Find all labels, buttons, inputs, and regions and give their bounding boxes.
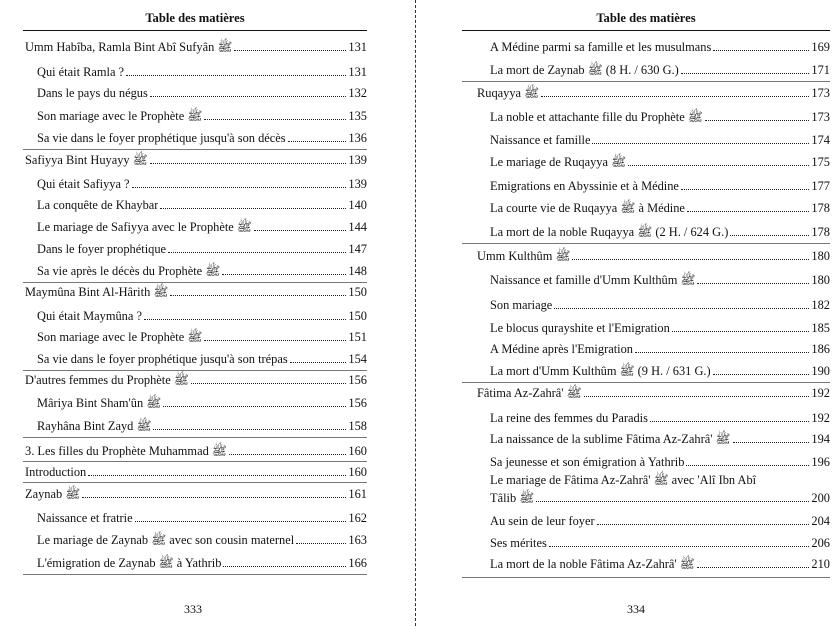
- toc-entry[interactable]: Zaynab ﷺ 161: [25, 487, 367, 501]
- toc-entry[interactable]: Rayhâna Bint Zayd ﷺ 158: [37, 419, 367, 433]
- page-ref: 182: [811, 298, 830, 312]
- page-ref: 160: [348, 465, 367, 479]
- toc-entry[interactable]: Naissance et famille 174: [490, 133, 830, 147]
- right-page: [418, 0, 838, 626]
- toc-entry[interactable]: Le mariage de Zaynab ﷺ avec son cousin maternel 163: [37, 533, 367, 547]
- toc-entry[interactable]: La conquête de Khaybar 140: [37, 198, 367, 212]
- page-ref: 192: [811, 386, 830, 400]
- page-ref: 173: [811, 110, 830, 124]
- page-ref: 192: [811, 411, 830, 425]
- page-ref: 180: [811, 249, 830, 263]
- page-ref: 178: [811, 225, 830, 239]
- toc-entry-line1: Le mariage de Fâtima Az-Zahrâ' ﷺ avec 'Alî Ibn Abî: [490, 473, 757, 487]
- page-ref: 194: [811, 432, 830, 446]
- toc-entry[interactable]: La mort de Zaynab ﷺ (8 H. / 630 G.) 171: [490, 63, 830, 77]
- toc-entry[interactable]: Introduction 160: [25, 465, 367, 479]
- toc-entry[interactable]: La mort de la noble Ruqayya ﷺ (2 H. / 624 G.) 178: [490, 225, 830, 239]
- page-ref: 174: [811, 133, 830, 147]
- toc-entry[interactable]: Son mariage avec le Prophète ﷺ 135: [37, 109, 367, 123]
- page-ref: 169: [811, 40, 830, 54]
- page-ref: 131: [348, 65, 367, 79]
- page-ref: 150: [348, 285, 367, 299]
- page-ref: 151: [348, 330, 367, 344]
- page-ref: 186: [811, 342, 830, 356]
- toc-entry[interactable]: Ruqayya ﷺ 173: [477, 86, 830, 100]
- toc-entry[interactable]: Ses mérites 206: [490, 536, 830, 550]
- page-ref: 200: [811, 491, 830, 505]
- page-ref: 147: [348, 242, 367, 256]
- page-ref: 177: [811, 179, 830, 193]
- toc-entry[interactable]: Fâtima Az-Zahrâ' ﷺ 192: [477, 386, 830, 400]
- page-divider: [415, 0, 416, 626]
- toc-entry[interactable]: A Médine parmi sa famille et les musulmans 169: [490, 40, 830, 54]
- toc-entry[interactable]: Qui était Safiyya ? 139: [37, 177, 367, 191]
- page-ref: 204: [811, 514, 830, 528]
- page-ref: 173: [811, 86, 830, 100]
- page-ref: 175: [811, 155, 830, 169]
- page-ref: 178: [811, 201, 830, 215]
- page-ref: 139: [348, 153, 367, 167]
- toc-list: [23, 30, 367, 570]
- page-ref: 150: [348, 309, 367, 323]
- toc-entry[interactable]: La noble et attachante fille du Prophète ﷺ 173: [490, 110, 830, 124]
- toc-entry[interactable]: Sa vie dans le foyer prophétique jusqu'à son décès 136: [37, 131, 367, 145]
- toc-entry[interactable]: La reine des femmes du Paradis 192: [490, 411, 830, 425]
- page-ref: 161: [348, 487, 367, 501]
- toc-entry[interactable]: Sa vie dans le foyer prophétique jusqu'à son trépas 154: [37, 352, 367, 366]
- toc-entry[interactable]: Safiyya Bint Huyayy ﷺ 139: [25, 153, 367, 167]
- toc-entry[interactable]: La courte vie de Ruqayya ﷺ à Médine 178: [490, 201, 830, 215]
- page-ref: 160: [348, 444, 367, 458]
- page-ref: 196: [811, 455, 830, 469]
- page-ref: 166: [348, 556, 367, 570]
- toc-list: [462, 30, 830, 571]
- toc-entry[interactable]: Le mariage de Ruqayya ﷺ 175: [490, 155, 830, 169]
- toc-entry[interactable]: Le blocus qurayshite et l'Emigration 185: [490, 321, 830, 335]
- page-number: 333: [184, 602, 202, 616]
- toc-entry[interactable]: Son mariage 182: [490, 298, 830, 312]
- toc-entry[interactable]: La mort d'Umm Kulthûm ﷺ (9 H. / 631 G.) 190: [490, 364, 830, 378]
- toc-entry[interactable]: [490, 471, 830, 509]
- page-ref: 140: [348, 198, 367, 212]
- page-ref: 136: [348, 131, 367, 145]
- toc-entry[interactable]: Sa jeunesse et son émigration à Yathrib 196: [490, 455, 830, 469]
- toc-entry[interactable]: Umm Habîba, Ramla Bint Abî Sufyân ﷺ 131: [25, 40, 367, 54]
- toc-entry[interactable]: Naissance et famille d'Umm Kulthûm ﷺ 180: [490, 273, 830, 287]
- page-ref: 162: [348, 511, 367, 525]
- page-ref: 171: [811, 63, 830, 77]
- page-ref: 156: [348, 396, 367, 410]
- toc-entry[interactable]: Au sein de leur foyer 204: [490, 514, 830, 528]
- page-ref: 148: [348, 264, 367, 278]
- page-number: 334: [627, 602, 645, 616]
- page-ref: 132: [348, 86, 367, 100]
- toc-entry[interactable]: Dans le pays du négus 132: [37, 86, 367, 100]
- toc-entry-line2: Tâlib ﷺ: [490, 491, 535, 505]
- page-title: Table des matières: [596, 11, 696, 25]
- toc-entry[interactable]: Sa vie après le décès du Prophète ﷺ 148: [37, 264, 367, 278]
- page-ref: 135: [348, 109, 367, 123]
- toc-entry[interactable]: La mort de la noble Fâtima Az-Zahrâ' ﷺ 210: [490, 557, 830, 571]
- toc-entry[interactable]: Qui était Maymûna ? 150: [37, 309, 367, 323]
- toc-entry[interactable]: La naissance de la sublime Fâtima Az-Zahrâ' ﷺ 194: [490, 432, 830, 446]
- page-ref: 156: [348, 373, 367, 387]
- toc-entry[interactable]: Le mariage de Safiyya avec le Prophète ﷺ 144: [37, 220, 367, 234]
- toc-entry[interactable]: L'émigration de Zaynab ﷺ à Yathrib 166: [37, 556, 367, 570]
- page-ref: 210: [811, 557, 830, 571]
- toc-entry[interactable]: Dans le foyer prophétique 147: [37, 242, 367, 256]
- page-title: Table des matières: [145, 11, 245, 25]
- page-ref: 131: [348, 40, 367, 54]
- toc-entry[interactable]: Umm Kulthûm ﷺ 180: [477, 249, 830, 263]
- left-page: [0, 0, 415, 626]
- page-ref: 190: [811, 364, 830, 378]
- page-ref: 158: [348, 419, 367, 433]
- page-ref: 185: [811, 321, 830, 335]
- toc-entry[interactable]: Emigrations en Abyssinie et à Médine 177: [490, 179, 830, 193]
- page-ref: 144: [348, 220, 367, 234]
- toc-entry[interactable]: Maymûna Bint Al-Hârith ﷺ 150: [25, 285, 367, 299]
- page-ref: 163: [348, 533, 367, 547]
- toc-entry[interactable]: 3. Les filles du Prophète Muhammad ﷺ 160: [25, 444, 367, 458]
- toc-entry[interactable]: Qui était Ramla ? 131: [37, 65, 367, 79]
- page-ref: 154: [348, 352, 367, 366]
- toc-entry[interactable]: A Médine après l'Emigration 186: [490, 342, 830, 356]
- toc-entry[interactable]: D'autres femmes du Prophète ﷺ 156: [25, 373, 367, 387]
- page-ref: 206: [811, 536, 830, 550]
- page-ref: 139: [348, 177, 367, 191]
- toc-entry[interactable]: Naissance et fratrie 162: [37, 511, 367, 525]
- toc-entry[interactable]: Son mariage avec le Prophète ﷺ 151: [37, 330, 367, 344]
- toc-entry[interactable]: Mâriya Bint Sham'ûn ﷺ 156: [37, 396, 367, 410]
- page-ref: 180: [811, 273, 830, 287]
